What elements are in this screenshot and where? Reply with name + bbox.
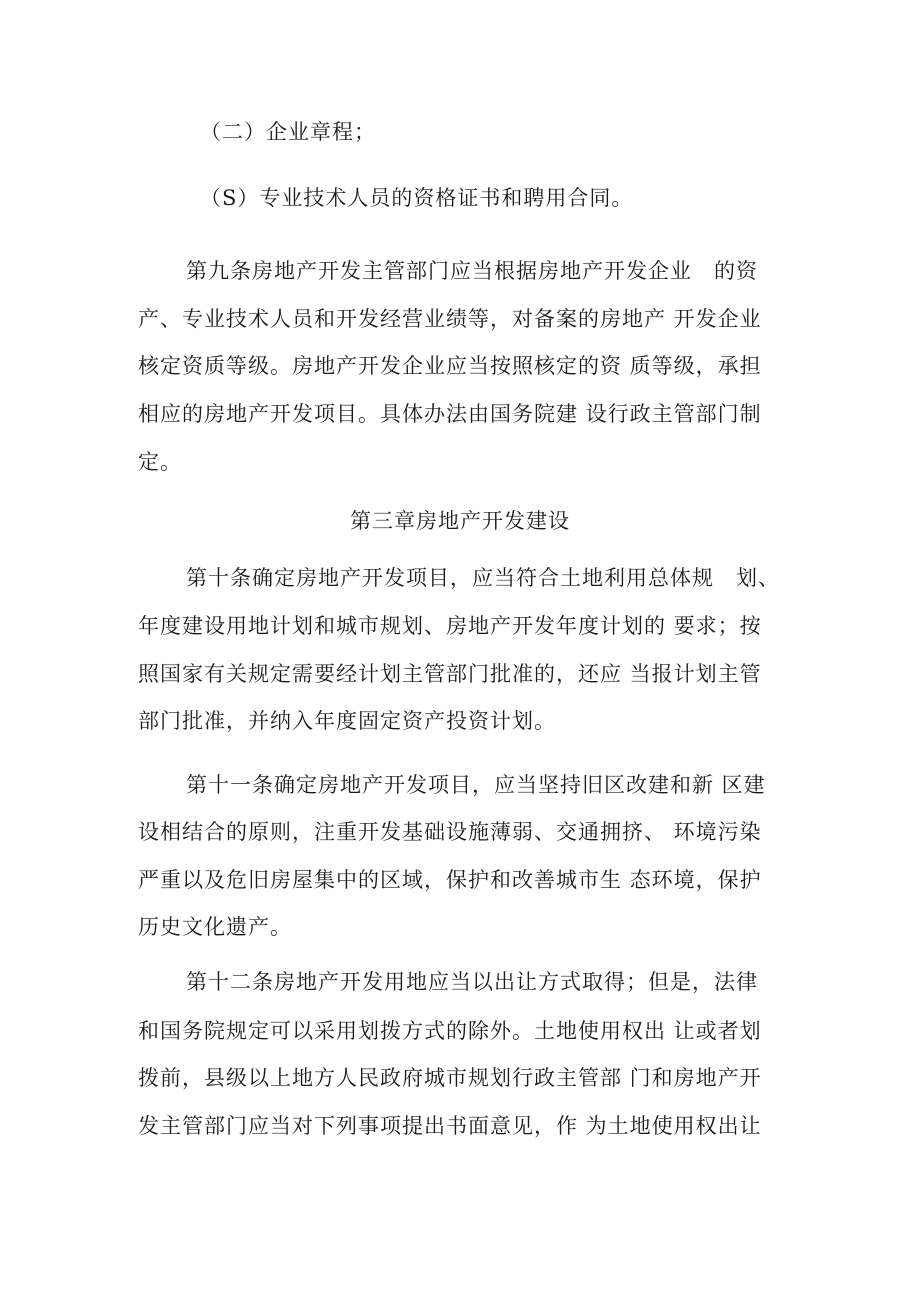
paragraph-line: 第九条房地产开发主管部门应当根据房地产开发企业 的资 (186, 259, 758, 283)
paragraph-line: 定。 (138, 450, 182, 474)
paragraph-line: 设相结合的原则，注重开发基础设施薄弱、交通拥挤、 环境污染 (138, 820, 762, 844)
paragraph-line: 部门批准，并纳入年度固定资产投资计划。 (138, 709, 556, 733)
paragraph-line: 拨前，县级以上地方人民政府城市规划行政主管部 门和房地产开 (138, 1066, 762, 1090)
paragraph-line: 历史文化遗产。 (138, 915, 292, 939)
paragraph-line: 第十条确定房地产开发项目，应当符合土地利用总体规 划、 (186, 566, 780, 590)
paragraph-line: 年度建设用地计划和城市规划、房地产开发年度计划的 要求；按 (138, 614, 762, 638)
paragraph-line: 第十二条房地产开发用地应当以出让方式取得；但是，法律 (186, 970, 758, 994)
chapter-title: 第三章房地产开发建设 (350, 509, 570, 533)
paragraph-line: 第十一条确定房地产开发项目，应当坚持旧区改建和新 区建 (186, 773, 766, 797)
paragraph-line: 核定资质等级。房地产开发企业应当按照核定的资 质等级，承担 (138, 354, 762, 378)
paragraph-line: 相应的房地产开发项目。具体办法由国务院建 设行政主管部门制 (138, 402, 762, 426)
list-item-articles-of-association: （二）企业章程； (200, 120, 376, 144)
list-item-certificates-and-contracts: （S）专业技术人员的资格证书和聘用合同。 (200, 186, 634, 210)
paragraph-line: 发主管部门应当对下列事项提出书面意见，作 为土地使用权出让 (138, 1114, 762, 1138)
paragraph-line: 严重以及危旧房屋集中的区域，保护和改善城市生 态环境，保护 (138, 868, 762, 892)
paragraph-line: 和国务院规定可以采用划拨方式的除外。土地使用权出 让或者划 (138, 1019, 762, 1043)
paragraph-line: 照国家有关规定需要经计划主管部门批准的，还应 当报计划主管 (138, 662, 762, 686)
paragraph-line: 产、专业技术人员和开发经营业绩等，对备案的房地产 开发企业 (138, 307, 762, 331)
